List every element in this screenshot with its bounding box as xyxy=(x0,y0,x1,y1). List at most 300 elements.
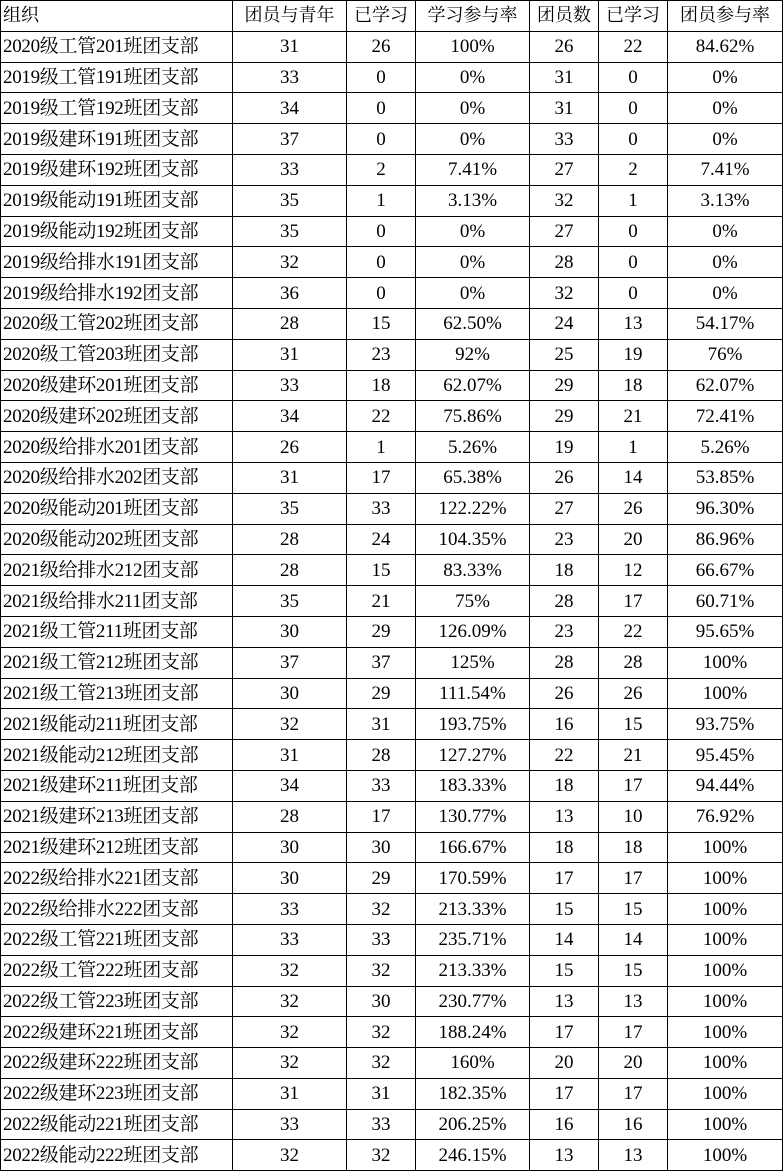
org-name-cell: 2021级建环213班团支部 xyxy=(1,801,233,832)
table-row xyxy=(1,555,783,586)
members-studied-cell: 17 xyxy=(599,1017,668,1048)
org-name-cell: 2019级给排水192团支部 xyxy=(1,278,233,309)
studied-cell: 17 xyxy=(347,801,416,832)
member-count-cell: 16 xyxy=(530,1109,599,1140)
studied-cell: 33 xyxy=(347,924,416,955)
member-count-cell: 20 xyxy=(530,1048,599,1079)
member-rate-cell: 94.44% xyxy=(668,770,783,801)
table-row xyxy=(1,462,783,493)
member-count-cell: 14 xyxy=(530,924,599,955)
study-rate-cell: 5.26% xyxy=(416,432,530,463)
members-studied-cell: 26 xyxy=(599,678,668,709)
table-row xyxy=(1,986,783,1017)
table-row xyxy=(1,124,783,155)
member-count-cell: 26 xyxy=(530,678,599,709)
study-rate-cell: 0% xyxy=(416,93,530,124)
org-name-cell: 2022级给排水221团支部 xyxy=(1,863,233,894)
studied-cell: 33 xyxy=(347,770,416,801)
studied-cell: 29 xyxy=(347,616,416,647)
members-studied-cell: 15 xyxy=(599,709,668,740)
study-rate-cell: 62.07% xyxy=(416,370,530,401)
member-count-cell: 31 xyxy=(530,62,599,93)
member-count-cell: 26 xyxy=(530,31,599,62)
table-row xyxy=(1,493,783,524)
members-and-youth-cell: 37 xyxy=(233,647,347,678)
study-rate-cell: 166.67% xyxy=(416,832,530,863)
members-and-youth-cell: 33 xyxy=(233,62,347,93)
study-rate-cell: 83.33% xyxy=(416,555,530,586)
column-header-study-participation-rate: 学习参与率 xyxy=(416,1,530,32)
studied-cell: 15 xyxy=(347,308,416,339)
member-count-cell: 27 xyxy=(530,154,599,185)
members-studied-cell: 18 xyxy=(599,832,668,863)
study-rate-cell: 125% xyxy=(416,647,530,678)
org-name-cell: 2020级工管202班团支部 xyxy=(1,308,233,339)
members-and-youth-cell: 31 xyxy=(233,1078,347,1109)
member-rate-cell: 86.96% xyxy=(668,524,783,555)
members-and-youth-cell: 31 xyxy=(233,31,347,62)
studied-cell: 23 xyxy=(347,339,416,370)
studied-cell: 1 xyxy=(347,432,416,463)
study-rate-cell: 0% xyxy=(416,62,530,93)
studied-cell: 0 xyxy=(347,216,416,247)
table-row xyxy=(1,955,783,986)
member-rate-cell: 54.17% xyxy=(668,308,783,339)
members-studied-cell: 26 xyxy=(599,493,668,524)
org-name-cell: 2022级工管223班团支部 xyxy=(1,986,233,1017)
member-rate-cell: 76% xyxy=(668,339,783,370)
studied-cell: 0 xyxy=(347,247,416,278)
members-and-youth-cell: 31 xyxy=(233,740,347,771)
member-rate-cell: 72.41% xyxy=(668,401,783,432)
studied-cell: 32 xyxy=(347,955,416,986)
members-and-youth-cell: 33 xyxy=(233,924,347,955)
table-row xyxy=(1,586,783,617)
table-body xyxy=(1,31,783,1170)
member-rate-cell: 53.85% xyxy=(668,462,783,493)
study-rate-cell: 170.59% xyxy=(416,863,530,894)
studied-cell: 37 xyxy=(347,647,416,678)
members-and-youth-cell: 31 xyxy=(233,339,347,370)
member-rate-cell: 84.62% xyxy=(668,31,783,62)
members-and-youth-cell: 32 xyxy=(233,1140,347,1171)
members-studied-cell: 14 xyxy=(599,462,668,493)
members-studied-cell: 20 xyxy=(599,1048,668,1079)
studied-cell: 29 xyxy=(347,678,416,709)
members-and-youth-cell: 35 xyxy=(233,216,347,247)
study-rate-cell: 75.86% xyxy=(416,401,530,432)
members-studied-cell: 18 xyxy=(599,370,668,401)
table-row xyxy=(1,370,783,401)
members-studied-cell: 17 xyxy=(599,770,668,801)
column-header-members-and-youth: 团员与青年 xyxy=(233,1,347,32)
members-and-youth-cell: 32 xyxy=(233,1017,347,1048)
member-count-cell: 29 xyxy=(530,370,599,401)
member-count-cell: 17 xyxy=(530,863,599,894)
org-name-cell: 2022级能动221班团支部 xyxy=(1,1109,233,1140)
members-and-youth-cell: 32 xyxy=(233,955,347,986)
org-name-cell: 2021级能动211班团支部 xyxy=(1,709,233,740)
member-count-cell: 18 xyxy=(530,832,599,863)
studied-cell: 26 xyxy=(347,31,416,62)
studied-cell: 18 xyxy=(347,370,416,401)
studied-cell: 30 xyxy=(347,986,416,1017)
member-rate-cell: 100% xyxy=(668,647,783,678)
members-and-youth-cell: 28 xyxy=(233,555,347,586)
member-rate-cell: 76.92% xyxy=(668,801,783,832)
column-header-members-studied: 已学习 xyxy=(599,1,668,32)
members-studied-cell: 16 xyxy=(599,1109,668,1140)
table-row xyxy=(1,1140,783,1171)
member-rate-cell: 100% xyxy=(668,894,783,925)
table-row xyxy=(1,216,783,247)
org-name-cell: 2019级建环191班团支部 xyxy=(1,124,233,155)
study-rate-cell: 0% xyxy=(416,216,530,247)
studied-cell: 0 xyxy=(347,278,416,309)
member-count-cell: 18 xyxy=(530,555,599,586)
org-name-cell: 2021级工管213班团支部 xyxy=(1,678,233,709)
study-rate-cell: 92% xyxy=(416,339,530,370)
study-rate-cell: 193.75% xyxy=(416,709,530,740)
member-count-cell: 13 xyxy=(530,801,599,832)
study-rate-cell: 0% xyxy=(416,124,530,155)
members-studied-cell: 0 xyxy=(599,216,668,247)
studied-cell: 30 xyxy=(347,832,416,863)
members-studied-cell: 21 xyxy=(599,401,668,432)
members-studied-cell: 1 xyxy=(599,185,668,216)
table-row xyxy=(1,801,783,832)
studied-cell: 15 xyxy=(347,555,416,586)
members-studied-cell: 20 xyxy=(599,524,668,555)
studied-cell: 31 xyxy=(347,1078,416,1109)
members-studied-cell: 22 xyxy=(599,616,668,647)
studied-cell: 2 xyxy=(347,154,416,185)
studied-cell: 0 xyxy=(347,62,416,93)
table-row xyxy=(1,31,783,62)
members-studied-cell: 0 xyxy=(599,278,668,309)
org-name-cell: 2022级能动222班团支部 xyxy=(1,1140,233,1171)
study-rate-cell: 213.33% xyxy=(416,955,530,986)
member-rate-cell: 100% xyxy=(668,924,783,955)
member-count-cell: 16 xyxy=(530,709,599,740)
member-count-cell: 27 xyxy=(530,493,599,524)
study-rate-cell: 160% xyxy=(416,1048,530,1079)
members-and-youth-cell: 30 xyxy=(233,863,347,894)
members-studied-cell: 0 xyxy=(599,247,668,278)
org-name-cell: 2020级能动202班团支部 xyxy=(1,524,233,555)
members-studied-cell: 21 xyxy=(599,740,668,771)
member-count-cell: 25 xyxy=(530,339,599,370)
table-row xyxy=(1,1109,783,1140)
table-row xyxy=(1,1048,783,1079)
org-name-cell: 2020级工管201班团支部 xyxy=(1,31,233,62)
org-name-cell: 2022级建环223班团支部 xyxy=(1,1078,233,1109)
member-rate-cell: 100% xyxy=(668,1109,783,1140)
studied-cell: 0 xyxy=(347,93,416,124)
org-name-cell: 2022级工管222班团支部 xyxy=(1,955,233,986)
study-rate-cell: 75% xyxy=(416,586,530,617)
study-rate-cell: 65.38% xyxy=(416,462,530,493)
studied-cell: 28 xyxy=(347,740,416,771)
table-row xyxy=(1,616,783,647)
member-count-cell: 27 xyxy=(530,216,599,247)
study-rate-cell: 126.09% xyxy=(416,616,530,647)
study-rate-cell: 3.13% xyxy=(416,185,530,216)
org-name-cell: 2021级给排水211团支部 xyxy=(1,586,233,617)
members-studied-cell: 17 xyxy=(599,586,668,617)
members-and-youth-cell: 28 xyxy=(233,801,347,832)
study-rate-cell: 0% xyxy=(416,247,530,278)
table-row xyxy=(1,154,783,185)
study-rate-cell: 182.35% xyxy=(416,1078,530,1109)
table-row xyxy=(1,678,783,709)
org-name-cell: 2021级能动212班团支部 xyxy=(1,740,233,771)
members-studied-cell: 0 xyxy=(599,93,668,124)
members-studied-cell: 0 xyxy=(599,124,668,155)
study-rate-cell: 0% xyxy=(416,278,530,309)
members-and-youth-cell: 33 xyxy=(233,1109,347,1140)
study-rate-cell: 130.77% xyxy=(416,801,530,832)
study-rate-cell: 104.35% xyxy=(416,524,530,555)
members-and-youth-cell: 28 xyxy=(233,524,347,555)
members-and-youth-cell: 32 xyxy=(233,709,347,740)
member-rate-cell: 66.67% xyxy=(668,555,783,586)
member-rate-cell: 60.71% xyxy=(668,586,783,617)
members-studied-cell: 2 xyxy=(599,154,668,185)
members-and-youth-cell: 33 xyxy=(233,154,347,185)
studied-cell: 22 xyxy=(347,401,416,432)
members-studied-cell: 13 xyxy=(599,1140,668,1171)
members-studied-cell: 0 xyxy=(599,62,668,93)
members-and-youth-cell: 30 xyxy=(233,616,347,647)
members-and-youth-cell: 33 xyxy=(233,370,347,401)
members-studied-cell: 15 xyxy=(599,955,668,986)
member-count-cell: 24 xyxy=(530,308,599,339)
table-row xyxy=(1,432,783,463)
study-rate-cell: 7.41% xyxy=(416,154,530,185)
study-rate-cell: 206.25% xyxy=(416,1109,530,1140)
member-rate-cell: 100% xyxy=(668,1017,783,1048)
members-and-youth-cell: 36 xyxy=(233,278,347,309)
org-name-cell: 2022级建环222班团支部 xyxy=(1,1048,233,1079)
org-name-cell: 2019级能动192班团支部 xyxy=(1,216,233,247)
studied-cell: 31 xyxy=(347,709,416,740)
column-header-member-participation-rate: 团员参与率 xyxy=(668,1,783,32)
org-name-cell: 2021级建环211班团支部 xyxy=(1,770,233,801)
member-rate-cell: 62.07% xyxy=(668,370,783,401)
member-rate-cell: 95.65% xyxy=(668,616,783,647)
study-rate-cell: 127.27% xyxy=(416,740,530,771)
member-rate-cell: 0% xyxy=(668,93,783,124)
member-rate-cell: 93.75% xyxy=(668,709,783,740)
org-name-cell: 2019级给排水191团支部 xyxy=(1,247,233,278)
table-row xyxy=(1,93,783,124)
members-studied-cell: 22 xyxy=(599,31,668,62)
table-row xyxy=(1,832,783,863)
table-row xyxy=(1,308,783,339)
study-rate-cell: 183.33% xyxy=(416,770,530,801)
members-and-youth-cell: 35 xyxy=(233,493,347,524)
member-rate-cell: 100% xyxy=(668,986,783,1017)
member-rate-cell: 0% xyxy=(668,124,783,155)
members-studied-cell: 1 xyxy=(599,432,668,463)
org-name-cell: 2020级给排水202团支部 xyxy=(1,462,233,493)
studied-cell: 21 xyxy=(347,586,416,617)
members-and-youth-cell: 35 xyxy=(233,185,347,216)
org-name-cell: 2019级建环192班团支部 xyxy=(1,154,233,185)
org-name-cell: 2021级工管212班团支部 xyxy=(1,647,233,678)
org-name-cell: 2022级建环221班团支部 xyxy=(1,1017,233,1048)
members-and-youth-cell: 32 xyxy=(233,986,347,1017)
study-rate-cell: 188.24% xyxy=(416,1017,530,1048)
member-rate-cell: 0% xyxy=(668,216,783,247)
members-and-youth-cell: 34 xyxy=(233,401,347,432)
member-count-cell: 28 xyxy=(530,247,599,278)
members-and-youth-cell: 30 xyxy=(233,678,347,709)
table-row xyxy=(1,709,783,740)
member-rate-cell: 100% xyxy=(668,863,783,894)
studied-cell: 32 xyxy=(347,1017,416,1048)
member-count-cell: 32 xyxy=(530,278,599,309)
study-rate-cell: 62.50% xyxy=(416,308,530,339)
members-studied-cell: 13 xyxy=(599,986,668,1017)
members-studied-cell: 14 xyxy=(599,924,668,955)
column-header-member-count: 团员数 xyxy=(530,1,599,32)
study-rate-cell: 235.71% xyxy=(416,924,530,955)
table-row xyxy=(1,924,783,955)
table-row xyxy=(1,524,783,555)
studied-cell: 32 xyxy=(347,1048,416,1079)
member-count-cell: 23 xyxy=(530,524,599,555)
members-and-youth-cell: 33 xyxy=(233,894,347,925)
table-row xyxy=(1,401,783,432)
header-row xyxy=(1,1,783,32)
table-row xyxy=(1,770,783,801)
org-name-cell: 2020级给排水201团支部 xyxy=(1,432,233,463)
member-count-cell: 33 xyxy=(530,124,599,155)
org-name-cell: 2020级工管203班团支部 xyxy=(1,339,233,370)
member-rate-cell: 0% xyxy=(668,62,783,93)
table-row xyxy=(1,1017,783,1048)
study-rate-cell: 100% xyxy=(416,31,530,62)
study-rate-cell: 122.22% xyxy=(416,493,530,524)
study-rate-cell: 111.54% xyxy=(416,678,530,709)
members-studied-cell: 17 xyxy=(599,863,668,894)
member-count-cell: 15 xyxy=(530,894,599,925)
studied-cell: 33 xyxy=(347,493,416,524)
member-count-cell: 15 xyxy=(530,955,599,986)
member-count-cell: 22 xyxy=(530,740,599,771)
members-and-youth-cell: 34 xyxy=(233,93,347,124)
studied-cell: 24 xyxy=(347,524,416,555)
study-rate-cell: 246.15% xyxy=(416,1140,530,1171)
members-studied-cell: 13 xyxy=(599,308,668,339)
org-name-cell: 2020级建环202班团支部 xyxy=(1,401,233,432)
member-count-cell: 28 xyxy=(530,647,599,678)
members-and-youth-cell: 32 xyxy=(233,247,347,278)
org-name-cell: 2019级工管191班团支部 xyxy=(1,62,233,93)
members-and-youth-cell: 26 xyxy=(233,432,347,463)
member-count-cell: 13 xyxy=(530,1140,599,1171)
members-studied-cell: 28 xyxy=(599,647,668,678)
table-row xyxy=(1,1078,783,1109)
column-header-org: 组织 xyxy=(1,1,233,32)
org-name-cell: 2021级工管211班团支部 xyxy=(1,616,233,647)
org-name-cell: 2019级工管192班团支部 xyxy=(1,93,233,124)
members-studied-cell: 15 xyxy=(599,894,668,925)
member-count-cell: 23 xyxy=(530,616,599,647)
member-count-cell: 17 xyxy=(530,1078,599,1109)
member-count-cell: 29 xyxy=(530,401,599,432)
studied-cell: 0 xyxy=(347,124,416,155)
member-rate-cell: 7.41% xyxy=(668,154,783,185)
org-name-cell: 2021级建环212班团支部 xyxy=(1,832,233,863)
member-rate-cell: 96.30% xyxy=(668,493,783,524)
org-name-cell: 2020级建环201班团支部 xyxy=(1,370,233,401)
member-count-cell: 32 xyxy=(530,185,599,216)
member-count-cell: 19 xyxy=(530,432,599,463)
table-row xyxy=(1,278,783,309)
study-rate-cell: 230.77% xyxy=(416,986,530,1017)
members-and-youth-cell: 35 xyxy=(233,586,347,617)
org-name-cell: 2022级给排水222团支部 xyxy=(1,894,233,925)
members-studied-cell: 12 xyxy=(599,555,668,586)
member-rate-cell: 100% xyxy=(668,955,783,986)
member-rate-cell: 100% xyxy=(668,832,783,863)
members-and-youth-cell: 34 xyxy=(233,770,347,801)
members-and-youth-cell: 30 xyxy=(233,832,347,863)
member-count-cell: 18 xyxy=(530,770,599,801)
table-row xyxy=(1,863,783,894)
member-rate-cell: 3.13% xyxy=(668,185,783,216)
table-row xyxy=(1,62,783,93)
table-row xyxy=(1,247,783,278)
members-and-youth-cell: 37 xyxy=(233,124,347,155)
studied-cell: 32 xyxy=(347,1140,416,1171)
studied-cell: 17 xyxy=(347,462,416,493)
member-rate-cell: 100% xyxy=(668,1140,783,1171)
members-studied-cell: 19 xyxy=(599,339,668,370)
studied-cell: 33 xyxy=(347,1109,416,1140)
table-row xyxy=(1,339,783,370)
member-rate-cell: 0% xyxy=(668,247,783,278)
members-and-youth-cell: 28 xyxy=(233,308,347,339)
table-row xyxy=(1,185,783,216)
members-studied-cell: 17 xyxy=(599,1078,668,1109)
members-and-youth-cell: 31 xyxy=(233,462,347,493)
members-and-youth-cell: 32 xyxy=(233,1048,347,1079)
member-rate-cell: 100% xyxy=(668,1048,783,1079)
member-count-cell: 17 xyxy=(530,1017,599,1048)
studied-cell: 29 xyxy=(347,863,416,894)
member-count-cell: 13 xyxy=(530,986,599,1017)
members-studied-cell: 10 xyxy=(599,801,668,832)
member-rate-cell: 0% xyxy=(668,278,783,309)
member-count-cell: 28 xyxy=(530,586,599,617)
org-name-cell: 2021级给排水212团支部 xyxy=(1,555,233,586)
member-rate-cell: 95.45% xyxy=(668,740,783,771)
studied-cell: 32 xyxy=(347,894,416,925)
org-name-cell: 2019级能动191班团支部 xyxy=(1,185,233,216)
member-rate-cell: 5.26% xyxy=(668,432,783,463)
member-rate-cell: 100% xyxy=(668,1078,783,1109)
org-name-cell: 2020级能动201班团支部 xyxy=(1,493,233,524)
member-count-cell: 26 xyxy=(530,462,599,493)
column-header-studied: 已学习 xyxy=(347,1,416,32)
member-rate-cell: 100% xyxy=(668,678,783,709)
study-rate-cell: 213.33% xyxy=(416,894,530,925)
table-row xyxy=(1,647,783,678)
